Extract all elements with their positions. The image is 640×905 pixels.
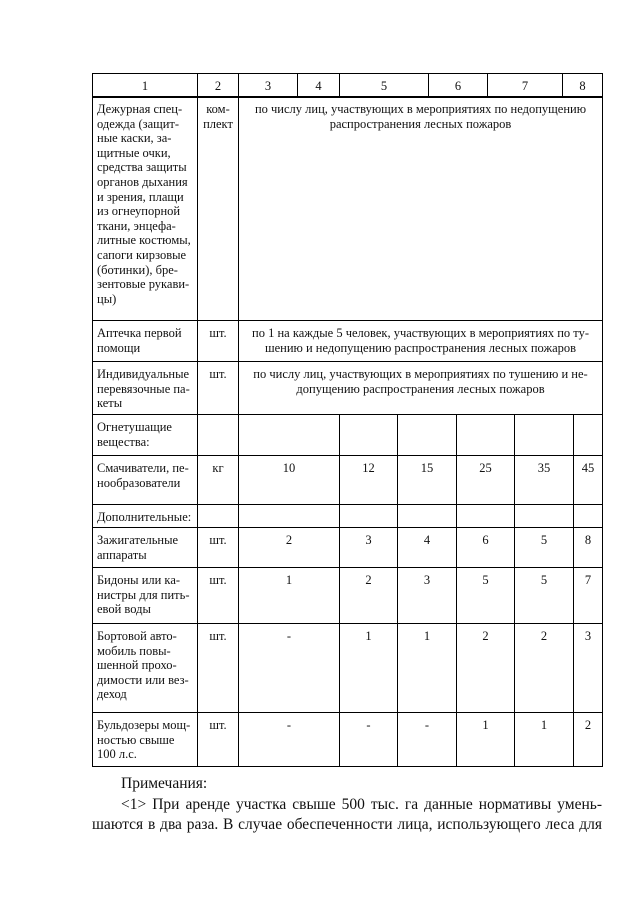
unit-line: шт.: [209, 718, 227, 732]
item-name-cell: [93, 528, 198, 568]
unit-line: шт.: [209, 533, 227, 547]
header-row: [93, 74, 603, 98]
unit-line: шт.: [209, 573, 227, 587]
value-cell: 2: [515, 624, 574, 713]
merged-norm-line: по 1 на каждые 5 человек, участвующих в мероприятиях по ту-: [252, 326, 589, 340]
item-name-line: органов дыхания: [97, 174, 188, 189]
unit-line: шт.: [209, 629, 227, 643]
value-cell: [340, 415, 398, 456]
item-name-line: кеты: [97, 396, 123, 411]
item-name-line: Бидоны или ка-: [97, 573, 181, 587]
item-name-line: ностью свыше: [97, 732, 175, 747]
value-cell: [398, 505, 457, 528]
unit-line: шт.: [209, 326, 227, 340]
table-row: [93, 528, 603, 568]
item-name-line: деход: [97, 687, 127, 702]
table-row: [93, 415, 603, 456]
value-cell: 5: [515, 568, 574, 624]
item-name-line: средства защиты: [97, 160, 187, 175]
item-name-line: одежда (защит-: [97, 116, 180, 131]
merged-norm-line: шению и недопущению распространения лесных пожаров: [264, 340, 577, 355]
value-cell: 2: [457, 624, 515, 713]
item-name-line: цы): [97, 291, 117, 306]
value-cell: 1: [515, 713, 574, 767]
value-cell: 1: [398, 624, 457, 713]
table-row: [93, 624, 603, 713]
table-row: [93, 97, 603, 321]
table-row: [93, 505, 603, 528]
item-name-cell: [93, 505, 198, 528]
item-name-cell: [93, 568, 198, 624]
item-name-line: мобиль повы-: [97, 643, 171, 658]
item-name-cell: [93, 362, 198, 415]
unit-line: плект: [203, 116, 233, 131]
value-cell: 3: [574, 624, 603, 713]
unit-cell: [198, 321, 239, 362]
unit-cell: [198, 528, 239, 568]
merged-norm-cell: [239, 97, 603, 321]
item-name-line: нистры для пить-: [97, 587, 190, 602]
value-cell: [515, 415, 574, 456]
value-cell: [239, 415, 340, 456]
table-row: [93, 362, 603, 415]
value-cell: 35: [515, 456, 574, 505]
norms-table-body: [92, 96, 603, 767]
value-cell: [457, 505, 515, 528]
unit-line: шт.: [209, 367, 227, 381]
item-name-line: ные каски, за-: [97, 131, 172, 146]
value-cell: [515, 505, 574, 528]
value-cell: 2: [340, 568, 398, 624]
norms-table-header: [92, 73, 603, 98]
item-name-line: Смачиватели, пе-: [97, 461, 189, 475]
header-cell-5: 5: [340, 74, 429, 98]
unit-cell: [198, 362, 239, 415]
item-name-cell: [93, 713, 198, 767]
merged-norm-line: по числу лиц, участвующих в мероприятиях по недопущению: [254, 102, 587, 116]
value-cell: [574, 505, 603, 528]
item-name-line: ткани, энцефа-: [97, 218, 176, 233]
header-cell-3: 3: [239, 74, 298, 98]
item-name-line: Огнетушащие: [97, 420, 172, 434]
item-name-line: Бульдозеры мощ-: [97, 718, 191, 732]
item-name-line: щитные очки,: [97, 145, 171, 160]
value-cell: 1: [340, 624, 398, 713]
item-name-line: 100 л.с.: [97, 747, 137, 762]
note-line: шаются в два раза. В случае обеспеченности лица, использующего леса для: [92, 816, 602, 833]
value-cell: 5: [457, 568, 515, 624]
notes-title: Примечания:: [121, 775, 208, 792]
unit-cell: [198, 456, 239, 505]
table-row: [93, 321, 603, 362]
notes-section: [92, 774, 602, 836]
value-cell: 8: [574, 528, 603, 568]
item-name-cell: [93, 97, 198, 321]
note-line: <1> При аренде участка свыше 500 тыс. га данные нормативы умень-: [121, 795, 602, 813]
unit-line: ком-: [206, 102, 230, 116]
value-cell: -: [340, 713, 398, 767]
value-cell: 3: [398, 568, 457, 624]
item-name-line: Дополнительные:: [97, 510, 192, 524]
value-cell: 12: [340, 456, 398, 505]
item-name-line: Зажигательные: [97, 533, 179, 547]
item-name-line: (ботинки), бре-: [97, 262, 178, 277]
table-row: [93, 568, 603, 624]
item-name-line: Индивидуальные: [97, 367, 190, 381]
value-cell: 1: [239, 568, 340, 624]
value-cell: 15: [398, 456, 457, 505]
value-cell: [398, 415, 457, 456]
unit-cell: [198, 97, 239, 321]
value-cell: 5: [515, 528, 574, 568]
item-name-cell: [93, 321, 198, 362]
item-name-line: евой воды: [97, 602, 151, 617]
value-cell: [574, 415, 603, 456]
item-name-line: сапоги кирзовые: [97, 247, 187, 262]
header-cell-1: 1: [93, 74, 198, 98]
item-name-line: зентовые рукави-: [97, 277, 190, 292]
merged-norm-cell: [239, 321, 603, 362]
unit-cell: [198, 415, 239, 456]
item-name-cell: [93, 415, 198, 456]
item-name-line: Бортовой авто-: [97, 629, 177, 643]
unit-cell: [198, 713, 239, 767]
table-row: [93, 456, 603, 505]
item-name-line: вещества:: [97, 434, 150, 449]
header-cell-2: 2: [198, 74, 239, 98]
unit-cell: [198, 568, 239, 624]
unit-line: кг: [212, 461, 224, 475]
unit-cell: [198, 505, 239, 528]
value-cell: 4: [398, 528, 457, 568]
item-name-cell: [93, 624, 198, 713]
value-cell: 6: [457, 528, 515, 568]
item-name-line: перевязочные па-: [97, 381, 190, 396]
header-cell-6: 6: [429, 74, 488, 98]
merged-norm-line: распространения лесных пожаров: [329, 116, 512, 131]
item-name-line: аппараты: [97, 547, 147, 562]
merged-norm-line: допущению распространения лесных пожаров: [296, 381, 545, 396]
value-cell: 10: [239, 456, 340, 505]
value-cell: 2: [574, 713, 603, 767]
header-cell-4: 4: [298, 74, 340, 98]
item-name-line: Аптечка первой: [97, 326, 182, 340]
value-cell: -: [239, 624, 340, 713]
value-cell: -: [398, 713, 457, 767]
table-row: [93, 713, 603, 767]
value-cell: [340, 505, 398, 528]
value-cell: 1: [457, 713, 515, 767]
value-cell: 2: [239, 528, 340, 568]
merged-norm-cell: [239, 362, 603, 415]
value-cell: 7: [574, 568, 603, 624]
item-name-line: нообразователи: [97, 475, 181, 490]
item-name-line: Дежурная спец-: [97, 102, 183, 116]
value-cell: 45: [574, 456, 603, 505]
item-name-line: димости или вез-: [97, 672, 189, 687]
value-cell: [239, 505, 340, 528]
item-name-line: литные костюмы,: [97, 233, 191, 248]
header-cell-7: 7: [488, 74, 563, 98]
item-name-line: и зрения, плащи: [97, 189, 184, 204]
value-cell: 25: [457, 456, 515, 505]
merged-norm-line: по числу лиц, участвующих в мероприятиях по тушению и не-: [253, 367, 588, 381]
item-name-cell: [93, 456, 198, 505]
item-name-line: помощи: [97, 340, 141, 355]
header-cell-8: 8: [563, 74, 603, 98]
unit-cell: [198, 624, 239, 713]
item-name-line: шенной прохо-: [97, 658, 177, 673]
value-cell: [457, 415, 515, 456]
value-cell: 3: [340, 528, 398, 568]
value-cell: -: [239, 713, 340, 767]
item-name-line: из огнеупорной: [97, 204, 181, 219]
